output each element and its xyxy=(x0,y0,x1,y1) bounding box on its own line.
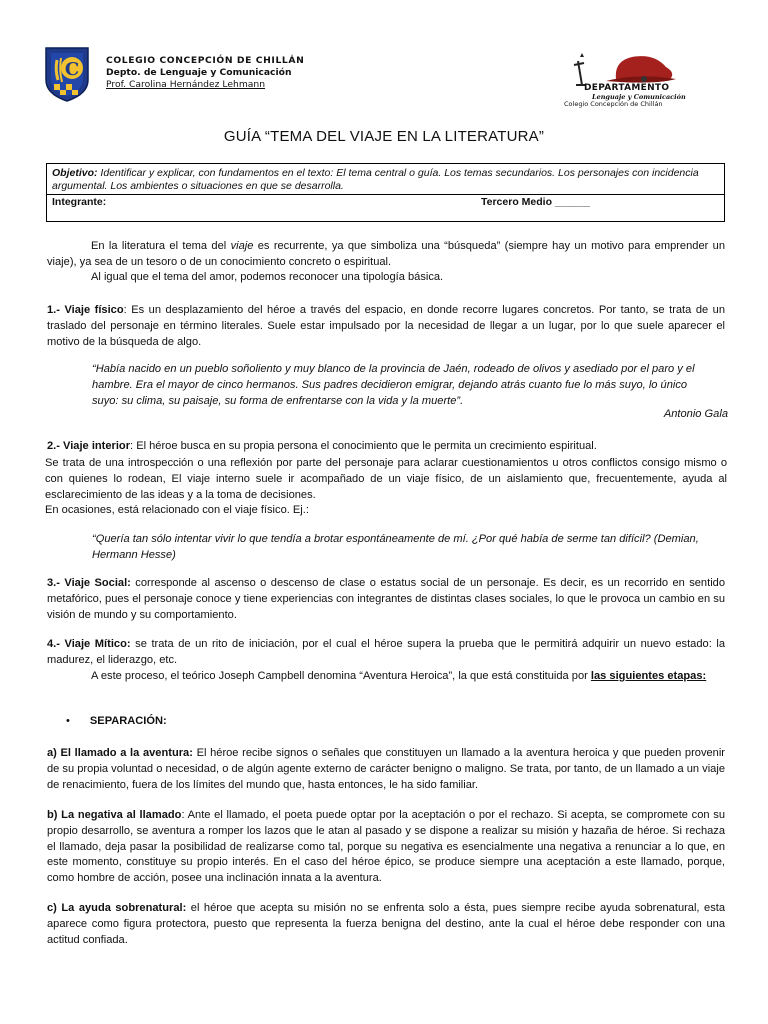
section-text: se trata de un rito de iniciación, por el cual el héroe supera la prueba que le permitirá adquirir un nuevo estado: la madurez, el liderazgo, etc. xyxy=(47,638,725,666)
section-text: A este proceso, el teórico Joseph Campbell denomina “Aventura Heroica”, la que está constituida por xyxy=(91,670,591,682)
dept-logo-title: DEPARTAMENTO xyxy=(584,83,670,93)
school-crest-icon xyxy=(44,46,90,102)
intro-text-b: es recurrente, ya que simboliza una “búsqueda” (siempre hay un motivo para emprender un viaje), ya sea de un tesoro o de un conocimiento concreto o espiritual. xyxy=(47,240,725,268)
objective-label: Objetivo: xyxy=(52,167,98,179)
quote-author: Antonio Gala xyxy=(663,408,728,420)
stage-b xyxy=(47,808,725,887)
section-text: corresponde al ascenso o descenso de clase o estatus social de un personaje. Es decir, es un recorrido en sentido metafórico, pues el personaje conoce y tiene experiencias con integrantes de distintas clases sociales, lo que le provoca un cambio en su visión de mundo y su comportamiento. xyxy=(47,577,725,621)
stage-c xyxy=(47,901,725,948)
school-info xyxy=(106,55,304,91)
separacion-heading: SEPARACIÓN: xyxy=(89,715,167,727)
section-viaje-interior xyxy=(47,439,725,455)
page-title: GUÍA “TEMA DEL VIAJE EN LA LITERATURA” xyxy=(223,128,545,145)
stage-text: el héroe que acepta su misión no se enfrenta solo a ésta, pues siempre recibe ayuda sobrenatural, esta aparece como figura protectora, puesto que representa la fuerza benigna del destino, ante la cual el héroe debe responder con una actitud confiada. xyxy=(47,902,725,946)
stage-heading: a) El llamado a la aventura: xyxy=(47,747,193,759)
intro-text-a: En la literatura el tema del xyxy=(91,240,231,252)
objective-text xyxy=(52,167,720,193)
separacion-bullet xyxy=(66,714,744,730)
stage-heading: b) La negativa al llamado xyxy=(47,809,182,821)
objective-divider xyxy=(47,194,724,195)
section-viaje-interior-2: Se trata de una introspección o una reflexión por parte del personaje para aclarar cuestionamientos u otros conflictos consigo mismo o con quienes lo rodean, El viaje interno suele ir acompañado de un viaje físico, de un aislamiento que, frecuentemente, ayuda al esclarecimiento de las ideas y a la toma de decisiones. xyxy=(45,457,727,501)
quote-hesse: “Quería tan sólo intentar vivir lo que tendía a brotar espontáneamente de mí. ¿Por qué había de serme tan difícil? (Demian, Hermann Hesse) xyxy=(92,533,699,561)
department-name: Depto. de Lenguaje y Comunicación xyxy=(106,67,292,78)
section-heading: 4.- Viaje Mítico: xyxy=(47,638,131,650)
section-viaje-mitico-2 xyxy=(47,669,725,685)
section-viaje-fisico xyxy=(47,303,725,350)
intro-paragraph-2: Al igual que el tema del amor, podemos reconocer una tipología básica. xyxy=(91,271,444,283)
intro-paragraph xyxy=(47,239,725,271)
course-field[interactable]: Tercero Medio ______ xyxy=(481,196,590,208)
page-header xyxy=(44,44,724,106)
section-viaje-mitico xyxy=(47,637,725,669)
dept-logo-school: Colegio Concepción de Chillán xyxy=(564,100,663,108)
section-text: : El héroe busca en su propia persona el conocimiento que le permita un crecimiento espiritual. xyxy=(130,440,597,452)
section-heading: 1.- Viaje físico xyxy=(47,304,124,316)
intro-emphasis: viaje xyxy=(230,240,254,252)
objective-box xyxy=(46,163,725,222)
section-heading: 3.- Viaje Social: xyxy=(47,577,131,589)
underlined-text: las siguientes etapas: xyxy=(590,670,707,682)
quote-gala: “Había nacido en un pueblo soñoliento y muy blanco de la provincia de Jaén, rodeado de olivos y asediado por el paro y el hambre. Era el mayor de cinco hermanos. Sus padres decidieron emigrar, dejando atrás cuanto fue lo más suyo, lo único suyo: su clima, su paisaje, su forma de enfrentarse con la vida y la muerte”. xyxy=(92,363,695,407)
teacher-name: Prof. Carolina Hernández Lehmann xyxy=(106,79,266,90)
svg-text:C: C xyxy=(64,59,80,80)
school-name: COLEGIO CONCEPCIÓN DE CHILLÁN xyxy=(106,55,305,66)
section-heading: 2.- Viaje interior xyxy=(47,440,131,452)
stage-a xyxy=(47,746,725,793)
stage-heading: c) La ayuda sobrenatural: xyxy=(47,902,187,914)
bullet-icon: • xyxy=(66,715,70,727)
stage-text: : Ante el llamado, el poeta puede optar por la aceptación o por el rechazo. Si acepta, se compromete con su propio desarrollo, se aventura a romper los lazos que le atan al pasado y se dispone a realizar su misión y hazaña de héroe. Si rechaza el llamado, deja pasar la posibilidad de realizarse como tal, porque su negativa es esencialmente una negativa a renunciar a lo que, en este momento, constituye su propio interés. En el caso del héroe épico, se produce siempre una aceptación a este llamado, porque, como hombre de acción, posee una inclinación innata a la aventura. xyxy=(47,809,725,885)
dept-logo-subtitle: Lenguaje y Comunicación xyxy=(592,93,686,101)
section-viaje-interior-3: En ocasiones, está relacionado con el viaje físico. Ej.: xyxy=(45,504,309,516)
objective-body: Identificar y explicar, con fundamentos en el texto: El tema central o guía. Los temas secundarios. Los personajes con incidencia argumental. Los ambientes o situaciones en que se desarrolla. xyxy=(52,167,699,192)
integrante-field[interactable]: Integrante: xyxy=(52,196,107,208)
section-text: : Es un desplazamiento del héroe a través del espacio, en donde recorre lugares concretos. Por tanto, se trata de un traslado del personaje en término literales. Suele estar impulsado por la necesidad de llegar a un lugar, por lo que suele aparecer el motivo de la búsqueda de algo. xyxy=(47,304,725,348)
section-viaje-social xyxy=(47,576,725,623)
stage-text: El héroe recibe signos o señales que constituyen un llamado a la aventura heroica y que pueden provenir de su propia voluntad o necesidad, o de algún agente externo de carácter benigno o maligno. Se trata, por tanto, de un llamado a un viaje de renacimiento, fuera de los límites del mundo que, hasta entonces, le ha sido familiar. xyxy=(47,747,725,791)
